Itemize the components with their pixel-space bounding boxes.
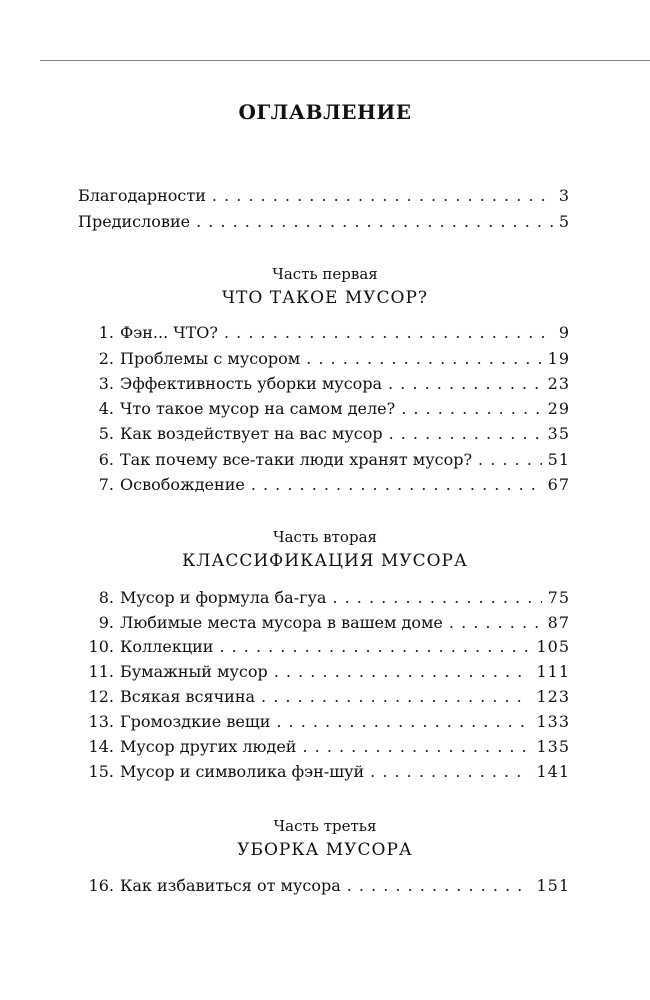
chapter-page: 151 xyxy=(536,876,570,895)
dot-leader xyxy=(401,399,541,418)
part-label: Часть третья xyxy=(273,817,377,835)
chapter-page: 67 xyxy=(547,475,570,494)
toc-chapter[interactable] xyxy=(78,475,570,499)
chapter-title: Фэн... ЧТО? xyxy=(120,323,218,342)
chapter-title: Всякая всячина xyxy=(120,687,256,706)
toc-entry-page: 3 xyxy=(558,186,570,205)
dot-leader xyxy=(332,588,541,607)
chapter-title: Бумажный мусор xyxy=(120,662,268,681)
toc-chapter[interactable] xyxy=(78,737,570,761)
chapter-number: 11. xyxy=(88,662,114,681)
toc-entry-acknowledgements[interactable] xyxy=(78,186,570,210)
chapter-page: 141 xyxy=(536,762,570,781)
dot-leader xyxy=(388,374,542,393)
part-title: УБОРКА МУСОРА xyxy=(237,840,413,860)
toc-chapter[interactable] xyxy=(78,323,570,347)
toc-chapter[interactable] xyxy=(78,662,570,686)
dot-leader xyxy=(224,323,553,342)
chapter-number: 2. xyxy=(98,349,114,368)
toc-chapter[interactable] xyxy=(78,876,570,900)
dot-leader xyxy=(261,687,530,706)
chapter-number: 13. xyxy=(88,712,114,731)
chapter-title: Как избавиться от мусора xyxy=(120,876,341,895)
dot-leader xyxy=(370,762,530,781)
dot-leader xyxy=(212,186,553,205)
chapter-number: 7. xyxy=(98,475,114,494)
dot-leader xyxy=(302,737,530,756)
dot-leader xyxy=(347,876,531,895)
toc-entry-page: 5 xyxy=(558,212,570,231)
chapter-page: 23 xyxy=(547,374,570,393)
chapter-title: Что такое мусор на самом деле? xyxy=(120,399,396,418)
dot-leader xyxy=(219,637,530,656)
chapter-title: Громоздкие вещи xyxy=(120,712,271,731)
dot-leader xyxy=(478,450,542,469)
part-title: КЛАССИФИКАЦИЯ МУСОРА xyxy=(182,551,468,571)
chapter-number: 5. xyxy=(98,424,114,443)
chapter-number: 14. xyxy=(88,737,114,756)
chapter-title: Как воздействует на вас мусор xyxy=(120,424,383,443)
toc-entry-preface[interactable] xyxy=(78,212,570,236)
toc-chapter[interactable] xyxy=(78,450,570,474)
toc-chapter[interactable] xyxy=(78,637,570,661)
chapter-page: 87 xyxy=(547,613,570,632)
toc-chapter[interactable] xyxy=(78,399,570,423)
toc-entry-label: Благодарности xyxy=(78,186,206,205)
chapter-number: 12. xyxy=(88,687,114,706)
chapter-title: Эффективность уборки мусора xyxy=(120,374,383,393)
chapter-page: 105 xyxy=(536,637,570,656)
dot-leader xyxy=(251,475,542,494)
chapter-page: 29 xyxy=(547,399,570,418)
chapter-number: 4. xyxy=(98,399,114,418)
toc-chapter[interactable] xyxy=(78,712,570,736)
toc-entry-label: Предисловие xyxy=(78,212,191,231)
dot-leader xyxy=(389,424,542,443)
dot-leader xyxy=(276,712,530,731)
part-label: Часть вторая xyxy=(273,528,377,546)
chapter-number: 15. xyxy=(88,762,114,781)
chapter-title: Мусор и символика фэн-шуй xyxy=(120,762,365,781)
toc-chapter[interactable] xyxy=(78,588,570,612)
chapter-number: 9. xyxy=(98,613,114,632)
chapter-number: 6. xyxy=(98,450,114,469)
chapter-number: 3. xyxy=(98,374,114,393)
chapter-title: Освобождение xyxy=(120,475,245,494)
dot-leader xyxy=(449,613,542,632)
chapter-page: 9 xyxy=(558,323,570,342)
part-label: Часть первая xyxy=(272,265,378,283)
chapter-page: 51 xyxy=(547,450,570,469)
chapter-number: 10. xyxy=(88,637,114,656)
toc-chapter[interactable] xyxy=(78,687,570,711)
toc-chapter[interactable] xyxy=(78,613,570,637)
chapter-page: 123 xyxy=(536,687,570,706)
chapter-number: 1. xyxy=(98,323,114,342)
chapter-title: Мусор других людей xyxy=(120,737,297,756)
dot-leader xyxy=(196,212,553,231)
toc-chapter[interactable] xyxy=(78,374,570,398)
chapter-page: 19 xyxy=(547,349,570,368)
chapter-number: 8. xyxy=(98,588,114,607)
chapter-page: 135 xyxy=(536,737,570,756)
chapter-title: Проблемы с мусором xyxy=(120,349,301,368)
chapter-title: Так почему все-таки люди хранят мусор? xyxy=(120,450,473,469)
chapter-page: 35 xyxy=(547,424,570,443)
chapter-title: Любимые места мусора в вашем доме xyxy=(120,613,443,632)
chapter-title: Коллекции xyxy=(120,637,214,656)
chapter-page: 133 xyxy=(536,712,570,731)
toc-chapter[interactable] xyxy=(78,762,570,786)
dot-leader xyxy=(306,349,541,368)
toc-chapter[interactable] xyxy=(78,424,570,448)
top-rule xyxy=(40,60,650,61)
chapter-page: 111 xyxy=(536,662,570,681)
toc-chapter[interactable] xyxy=(78,349,570,373)
chapter-title: Мусор и формула ба-гуа xyxy=(120,588,327,607)
dot-leader xyxy=(274,662,531,681)
chapter-page: 75 xyxy=(547,588,570,607)
chapter-number: 16. xyxy=(88,876,114,895)
page-title: ОГЛАВЛЕНИЕ xyxy=(238,100,412,124)
part-title: ЧТО ТАКОЕ МУСОР? xyxy=(221,288,429,308)
